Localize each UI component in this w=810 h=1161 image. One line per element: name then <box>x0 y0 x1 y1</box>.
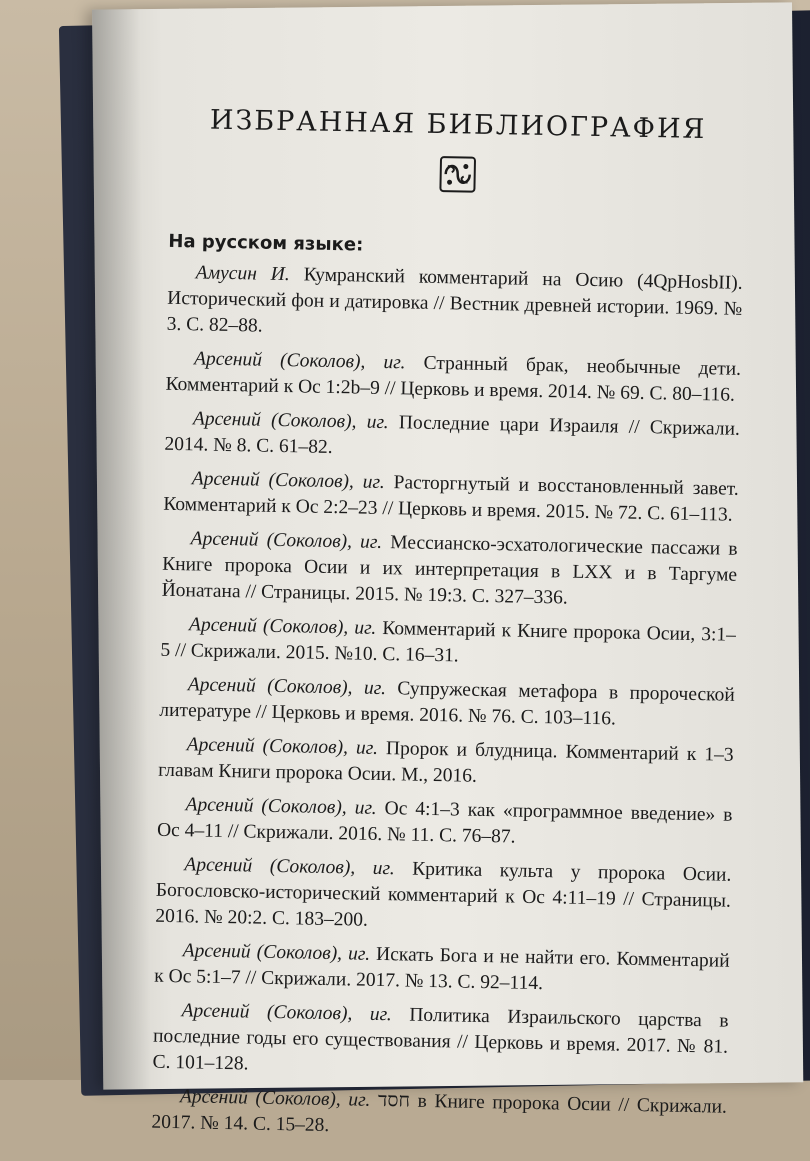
bibliography-entry <box>159 672 735 735</box>
bibliography-entry <box>151 1084 727 1147</box>
bibliography-entry <box>158 732 734 795</box>
entry-text: Расторгнутый и восстановленный завет. Комментарий к Ос 2:2–23 // Церковь и время. 2015. № 72. С. 61–113. <box>163 472 739 526</box>
bibliography-entry <box>154 938 730 1001</box>
entry-text: Странный брак, необычные дети. Комментарий к Ос 1:2b–9 // Церковь и время. 2014. № 69. С. 80–116. <box>165 352 742 406</box>
entry-text: Кумранский комментарий на Осию (4QpHosbII). Исторический фон и датировка // Вестник древней истории. 1969. № 3. С. 82–88. <box>166 264 743 337</box>
entry-author: Арсений (Соколов), иг. <box>190 528 383 553</box>
entry-text: Комментарий к Книге пророка Осии, 3:1–5 // Скрижали. 2015. №10. С. 16–31. <box>160 617 737 667</box>
bibliography-entry <box>164 406 740 469</box>
bibliography-entry <box>161 526 737 615</box>
entry-text: Пророк и блудница. Комментарий к 1–3 главам Книги пророка Осии. М., 2016. <box>158 737 734 787</box>
entry-author: Арсений (Соколов), иг. <box>186 734 379 759</box>
book-page <box>92 2 803 1137</box>
entry-author: Арсений (Соколов), иг. <box>192 408 389 434</box>
bibliography-entry <box>157 792 733 855</box>
section-heading: На русском языке: <box>168 230 364 256</box>
entry-author: Арсений (Соколов), иг. <box>179 1086 371 1111</box>
entry-text: Мессианско-эсхатологические пассажи в Книге пророка Осии и их интерпретация в LXX и в Таргуме Йонатана // Страницы. 2015. № 19:3. С. 327–336. <box>161 531 738 609</box>
fleuron-icon <box>437 154 478 195</box>
entry-text: Критика культа у пророка Осии. Богословско-исторический комментарий к Ос 4:11–19 // Страницы. 2016. № 20:2. С. 183–200. <box>155 858 732 931</box>
bibliography-entry <box>152 998 728 1087</box>
page-content <box>151 104 746 1155</box>
entry-author: Арсений (Соколов), иг. <box>193 348 406 374</box>
entry-author: Арсений (Соколов), иг. <box>191 468 385 494</box>
bibliography-entry <box>167 260 743 349</box>
bibliography-list <box>151 260 743 1147</box>
entry-author: Арсений (Соколов), иг. <box>182 940 371 965</box>
entry-text: חסד в Книге пророка Осии // Скрижали. 2017. № 14. С. 15–28. <box>151 1089 728 1137</box>
entry-author: Арсений (Соколов), иг. <box>181 1000 392 1026</box>
entry-text: Политика Израильского царства в последние годы его существования // Церковь и время. 2017. № 81. С. 101–128. <box>152 1004 729 1075</box>
entry-text: Последние цари Израиля // Скрижали. 2014. № 8. С. 61–82. <box>164 412 741 459</box>
entry-text: Искать Бога и не найти его. Комментарий к Ос 5:1–7 // Скрижали. 2017. № 13. С. 92–114. <box>154 943 730 995</box>
entry-author: Амусин И. <box>195 262 290 286</box>
entry-text: Ос 4:1–3 как «программное введение» в Ос 4–11 // Скрижали. 2016. № 11. С. 76–87. <box>156 797 733 848</box>
entry-author: Арсений (Соколов), иг. <box>187 674 387 700</box>
entry-author: Арсений (Соколов), иг. <box>185 794 377 819</box>
bibliography-entry <box>155 852 731 941</box>
bibliography-entry <box>165 346 741 409</box>
page-title: ИЗБРАННАЯ БИБЛИОГРАФИЯ <box>209 104 707 146</box>
entry-author: Арсений (Соколов), иг. <box>184 854 395 880</box>
entry-text: Супружеская метафора в пророческой литературе // Церковь и время. 2016. № 76. С. 103–116. <box>159 678 735 730</box>
page-gutter-shadow <box>92 9 151 1089</box>
entry-author: Арсений (Соколов), иг. <box>188 614 377 639</box>
bibliography-entry <box>163 466 739 529</box>
bibliography-entry <box>160 612 736 675</box>
